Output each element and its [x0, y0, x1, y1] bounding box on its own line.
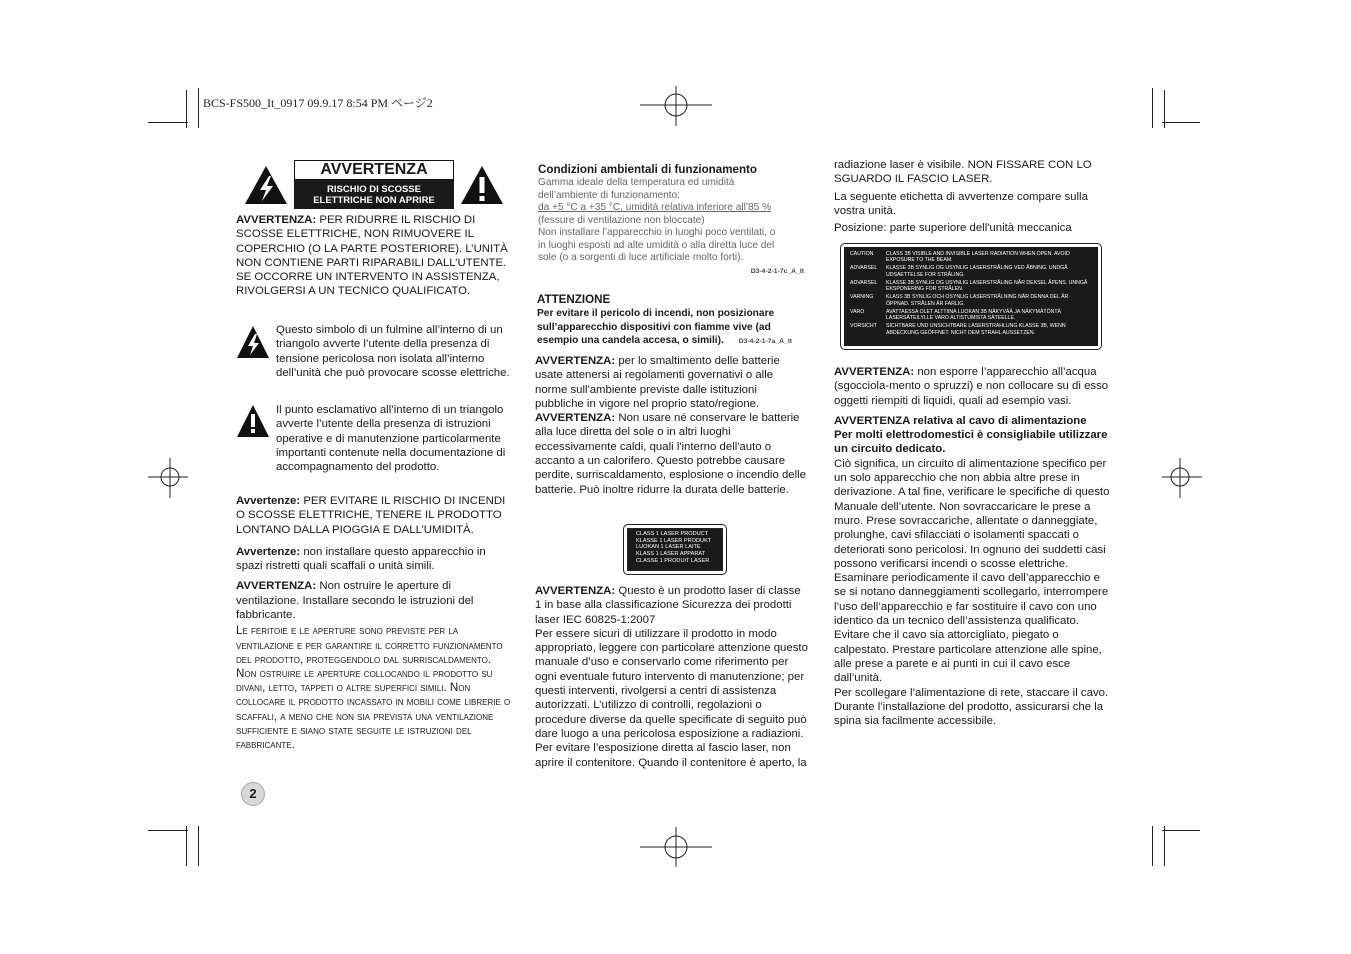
registration-mark-right — [1162, 458, 1202, 498]
cable-warning-title: AVVERTENZA relativa al cavo di alimentazione — [834, 414, 1087, 427]
attention-title: ATTENZIONE — [537, 293, 611, 306]
exclamation-symbol-icon — [236, 404, 270, 438]
cable-disconnect-text: Per scollegare l’alimentazione di rete, staccare il cavo. Durante l’installazione del prodotto, assicurarsi che la spina sia facilmente accessibile. — [834, 686, 1109, 728]
label-row: VARNING KLASS 3B SYNLIG OCH OSYNLIG LASERSTRÅLNING NÄR DENNA DEL ÄR ÖPPNAD. STRÅLEN ÄR FARLIG. — [850, 294, 1069, 307]
laser-warning: AVVERTENZA: Questo è un prodotto laser di classe 1 in base alla classificazione Sicurezza dei prodotti laser IEC 60825-1:2007 — [535, 585, 801, 626]
water-warning: AVVERTENZA: non esporre l’apparecchio all’acqua (sgocciola-mento o spruzzi) e non collocare su di esso oggetti riempiti di liquidi, quali ad esempio vasi. — [834, 366, 1109, 407]
label-position: Posizione: parte superiore dell'unità meccanica — [834, 222, 1072, 235]
attention-code: D3-4-2-1-7a_A_It — [738, 338, 792, 346]
laser-caution-label — [840, 243, 1102, 350]
lightning-symbol-icon — [236, 325, 270, 359]
label-intro: La seguente etichetta di avvertenze compare sulla vostra unità. — [834, 190, 1088, 217]
warning-paragraph-2: Avvertenze: PER EVITARE IL RISCHIO DI INCENDI O SCOSSE ELETTRICHE, TENERE IL PRODOTTO LONTANO DALLA PIOGGIA E DALL’UMIDITÀ. — [236, 495, 506, 536]
battery-warning-1: AVVERTENZA: per lo smaltimento delle batterie usate attenersi ai regolamenti governativi o alle norme sull'ambiente previste dalle istituzioni pubbliche in vigore nel proprio stato/regione. — [535, 355, 780, 410]
environment-title: Condizioni ambientali di funzionamento — [538, 163, 757, 176]
class1-laser-label: CLASS 1 LASER PRODUCT KLASSE 1 LASER PRODUKT LUOKAN 1 LASER LAITE KLASS 1 LASER APPARAT CLASSE 1 PRODUIT LASER — [623, 524, 727, 575]
warning-paragraph-4: AVVERTENZA: Non ostruire le aperture di ventilazione. Installare secondo le istruzioni del fabbricante. — [236, 580, 474, 622]
registration-mark-top — [640, 86, 712, 126]
warning-subtitle: RISCHIO DI SCOSSE ELETTRICHE NON APRIRE — [294, 180, 454, 209]
lightning-description: Questo simbolo di un fulmine all’interno di un triangolo avverte l’utente della presenza di tensione pericolosa non isolata all’interno dell’unità che può provocare scosse elettriche. — [276, 324, 510, 379]
attention-section — [537, 293, 809, 349]
environment-text: Gamma ideale della temperatura ed umidità dell’ambiente di funzionamento: da +5 °C a +35 °C, umidità relativa inferiore all’85 % (fessure di ventilazione non bloccate) Non installare l’apparecchio in luoghi poco ventilati, o in luoghi esposti ad alte umidità o alla diretta luce del sole (o a sorgenti di luce artificiale molto forti). — [538, 177, 776, 264]
laser-section — [535, 584, 809, 770]
label-row: VARO AVATTAESSA OLET ALTTIINA LUOKAN 3B NÄKYVÄÄ JA NÄKYMÄTÖNTÄ LASERSÄTEILYLLE VARO ALTISTUMISTA SÄTEELLE. — [850, 308, 1061, 322]
attention-text: Per evitare il pericolo di incendi, non posizionare sull’apparecchio dispositivi con fiamme vive (ad esempio una candela accesa, o simili). D3-4-2-1-7a_A_It — [537, 308, 792, 347]
warning-paragraph-1: AVVERTENZA: PER RIDURRE IL RISCHIO DI SCOSSE ELETTRICHE, NON RIMUOVERE IL COPERCHIO (O LA PARTE POSTERIORE). L’UNITÀ NON CONTIENE PARTI RIPARABILI DALL’UTENTE. SE OCCORRE UN INTERVENTO IN ASSISTENZA, RIVOLGERSI A UN TECNICO QUALIFICATO. — [236, 214, 508, 298]
column-3-top — [834, 158, 1114, 235]
laser-usage-text: Per essere sicuri di utilizzare il prodotto in modo appropriato, leggere con particolare attenzione questo manuale d’uso e conservarlo come riferimento per ogni eventuale futuro intervento di manutenzione; per questi interventi, rivolgersi a centri di assistenza autorizzati. L’utilizzo di controlli, regolazioni o procedure diverse da quelle specificate di seguito può dare luogo a una pericolosa esposizione a radiazioni. Per evitare l’esposizione diretta al fascio laser, non aprire il contenitore. Quando il contenitore è aperto, la — [535, 627, 808, 769]
registration-mark-bottom — [640, 827, 712, 867]
environment-code: D3-4-2-1-7c_A_It — [750, 267, 804, 275]
label-row: CAUTION CLASS 3B VISIBLE AND INVISIBLE LASER RADIATION WHEN OPEN. AVOID EXPOSURE TO THE BEAM. — [850, 251, 1070, 264]
column-3-bottom — [834, 365, 1115, 728]
label-row: ADVARSEL KLASSE 3B SYNLIG OG USYNLIG LASERSTRÅLING NÅR DEKSEL ÅPENS. UNNGÅ EKSPONERING FOR STRÅLEN. — [850, 279, 1088, 293]
exclamation-description: Il punto esclamativo all’interno di un triangolo avverte l’utente della presenza di istruzioni operative e di manutenzione particolarmente importanti contenute nella documentazione di accompagnamento del prodotto. — [276, 404, 506, 474]
warning-paragraph-3: Avvertenze: non installare questo apparecchio in spazi ristretti quali scaffali o unità simili. — [236, 545, 486, 573]
environment-section — [538, 163, 804, 279]
label-row: VORSICHT SICHTBARE UND UNSICHTBARE LASERSTRAHLUNG KLASSE 3B, WENN ABDECKUNG GEÖFFNET. NICHT DEM STRAHL AUSSETZEN. — [850, 323, 1066, 336]
page-number: 2 — [241, 782, 265, 806]
registration-mark-left — [148, 458, 188, 498]
warning-header-box — [294, 160, 454, 209]
ventilation-paragraph: Le feritoie e le aperture sono previste per la ventilazione e per garantire il corretto funzionamento del prodotto, proteggendolo dal surriscaldamento. Non ostruire le aperture collocando il prodotto su divani, letto, tappeti o altre superfici simili. Non collocare il prodotto incassato in mobili come librerie o scaffali, a meno che non sia prevista una ventilazione sufficiente e siano state seguite le istruzioni del fabbricante. — [236, 624, 511, 751]
warning-title: AVVERTENZA — [294, 160, 454, 180]
exclamation-warning-icon — [459, 164, 505, 206]
print-slug: BCS-FS500_It_0917 09.9.17 8:54 PM ページ2 — [203, 96, 433, 110]
laser-continuation: radiazione laser è visibile. NON FISSARE CON LO SGUARDO IL FASCIO LASER. — [834, 159, 1092, 186]
battery-section — [535, 354, 807, 497]
column-1 — [236, 213, 512, 299]
lightning-warning-icon — [243, 164, 289, 206]
column-1-lower — [236, 494, 512, 752]
cable-warning-text: Ciò significa, un circuito di alimentazione specifico per un solo apparecchio che non abbia altre prese in derivazione. A tal fine, verificare le specifiche di questo Manuale dell’utente. Non sovraccaricare le prese a muro. Prese sovraccariche, allentate o danneggiate, prolunghe, cavi sfilacciati o isolamenti spaccati o deteriorati sono pericolosi. In ognuno dei suddetti casi possono verificarsi incendi o scosse elettriche. Esaminare periodicamente il cavo dell’apparecchio e se si notano danneggiamenti scollegarlo, interrompere l’uso dell’apparecchio e far sostituire il cavo con uno identico da un tecnico dell’assistenza qualificato. Evitare che il cavo sia attorcigliato, piegato o calpestato. Prestare particolare attenzione alle spine, alle prese a parete e ai punti in cui il cavo esce dall’unità. — [834, 457, 1110, 685]
battery-warning-2: AVVERTENZA: Non usare né conservare le batterie alla luce diretta del sole o in altri luoghi eccessivamente caldi, quali l'interno dell'auto o accanto a un calorifero. Questo potrebbe causare perdite, surriscaldamento, esplosione o incendio delle batterie. Può inoltre ridurre la durata delle batterie. — [535, 412, 807, 496]
cable-warning-subtitle: Per molti elettrodomestici è consigliabile utilizzare un circuito dedicato. — [834, 429, 1108, 456]
label-row: ADVARSEL KLASSE 3B SYNLIG OG USYNLIG LASERSTRÅLING VED ÅBNING. UNDGÅ UDSAETTELSE FOR STRÅLING. — [850, 265, 1068, 278]
